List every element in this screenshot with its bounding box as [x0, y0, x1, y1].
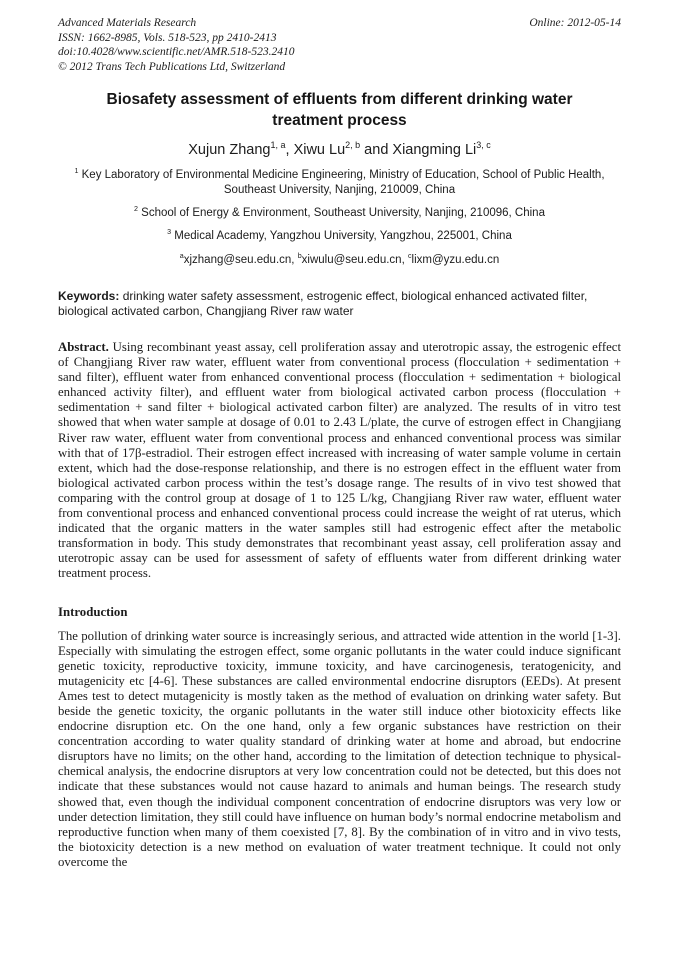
- online-date: Online: 2012-05-14: [529, 17, 621, 29]
- email: [298, 254, 402, 266]
- keywords-label: Keywords:: [58, 289, 120, 303]
- email-superscript: a: [179, 252, 184, 261]
- author-list: [58, 141, 621, 160]
- email-superscript: b: [297, 252, 302, 261]
- keywords-text: drinking water safety assessment, estrogenic effect, biological enhanced activated filter, biological activated carbon, Changjiang River raw water: [58, 289, 588, 318]
- email-address: xjzhang@seu.edu.cn: [183, 254, 292, 266]
- author-name: Xujun Zhang: [188, 142, 271, 158]
- journal-info: [58, 16, 294, 74]
- affiliation-text: School of Energy & Environment, Southeast University, Nanjing, 210096, China: [137, 207, 545, 219]
- email: [408, 254, 499, 266]
- abstract: [58, 340, 621, 582]
- author-superscript: 2, b: [345, 140, 361, 151]
- affiliation: [58, 229, 621, 244]
- journal-header: [58, 16, 621, 74]
- abstract-label: Abstract.: [58, 340, 109, 354]
- email-address: xiwulu@seu.edu.cn: [301, 254, 402, 266]
- paper-title: Biosafety assessment of effluents from different drinking water treatment process: [106, 91, 573, 129]
- email-separator: ,: [401, 254, 408, 266]
- author-separator: ,: [285, 142, 294, 158]
- affiliation: [58, 206, 621, 221]
- affiliation-superscript: 3: [167, 228, 172, 237]
- email-superscript: c: [407, 252, 412, 261]
- email-separator: ,: [291, 254, 298, 266]
- affiliation-superscript: 2: [134, 205, 138, 214]
- author-superscript: 1, a: [270, 140, 286, 151]
- author-separator: and: [360, 142, 393, 158]
- author-emails: [58, 253, 621, 268]
- introduction-paragraph: The pollution of drinking water source is increasingly serious, and attracted wide attention in the world [1-3]. Especially with simulating the estrogen effect, some organic pollutants in the water could induce significant genetic toxicity, reproductive toxicity, immune toxicity, and have carcinogenesis, teratogenicity, and mutagenicity etc [4-6]. These substances are called environmental endocrine disruptors (EEDs). At present Ames test to detect mutagenicity is mostly taken as the method of evaluation on drinking water safety. But beside the genetic toxicity, the organic pollutants in the water still induce other biotoxicity effects like endocrine disruption etc. On the one hand, only a few organic substances have restriction on their concentration according to water quality standard of drinking water at home and abroad, but endocrine disruptors have no limits; on the other hand, according to the limitation of detection technique to physical-chemical analysis, the endocrine disruptors at very low concentration could not be detected, but this does not indicate that these substances would not cause hazard to animals and human beings. The research study showed that, even though the individual component concentration of endocrine disruptors was very low or under detection limitation, they still could have influence on human body’s normal endocrine metabolism and reproductive function when many of them coexisted [7, 8]. By the combination of in vitro and in vivo tests, the biotoxicity detection is a new method on evaluation of water treatment technique. It could not only overcome the: [58, 628, 621, 869]
- copyright-line: © 2012 Trans Tech Publications Ltd, Switzerland: [58, 60, 286, 73]
- journal-name: Advanced Materials Research: [58, 17, 197, 29]
- author: [294, 142, 361, 158]
- keywords: [58, 289, 621, 319]
- author-superscript: 3, c: [476, 140, 491, 151]
- affiliation: [58, 168, 621, 198]
- email: [180, 254, 292, 266]
- email-address: lixm@yzu.edu.cn: [411, 254, 500, 266]
- author-name: Xiangming Li: [392, 142, 477, 158]
- doi-line: doi:10.4028/www.scientific.net/AMR.518-523.2410: [58, 46, 295, 58]
- affiliation-text: Key Laboratory of Environmental Medicine Engineering, Ministry of Education, School of Public Health, Southeast University, Nanjing, 210009, China: [78, 169, 605, 196]
- author: [188, 142, 285, 158]
- abstract-text: Using recombinant yeast assay, cell proliferation assay and uterotropic assay, the estrogenic effect of Changjiang River raw water, effluent water from conventional process (flocculation + sedimentation + sand filter), effluent water from enhanced conventional process (flocculation + sedimentation + biological enhanced activity filter), and effluent water from biological activated carbon process (flocculation + sedimentation + sand filter + biological activated carbon filter) are analyzed. The results of in vitro test showed that when water sample at dosage of 0.01 to 2.43 L/plate, the curve of estrogen effect in Changjiang River raw water, effluent water from conventional process and enhanced conventional process was similar with that of 17β-estradiol. Their estrogen effect increased with increasing of water sample volume in certain extent, which had the dose-response relationship, and there is no estrogen effect in the effluent water from biological activated carbon process within the test’s dosage range. The results of in vivo test showed that comparing with the control group at dosage of 1 to 125 L/kg, Changjiang River raw water, effluent water from conventional process and enhanced conventional process could increase the weight of rat uterus, which indicated that the organic matters in the water samples still had estrogenic effect after the metabolic transformation in body. This study demonstrates that recombinant yeast assay, cell proliferation assay and uterotropic assay can be used for assessment of safety of effluents water from different drinking water treatment process.: [58, 340, 621, 581]
- issn-line: ISSN: 1662-8985, Vols. 518-523, pp 2410-2413: [58, 31, 277, 44]
- affiliation-superscript: 1: [74, 167, 79, 176]
- author: [392, 142, 490, 158]
- affiliation-text: Medical Academy, Yangzhou University, Yangzhou, 225001, China: [171, 230, 512, 242]
- section-heading-introduction: Introduction: [58, 604, 128, 619]
- author-name: Xiwu Lu: [293, 142, 346, 158]
